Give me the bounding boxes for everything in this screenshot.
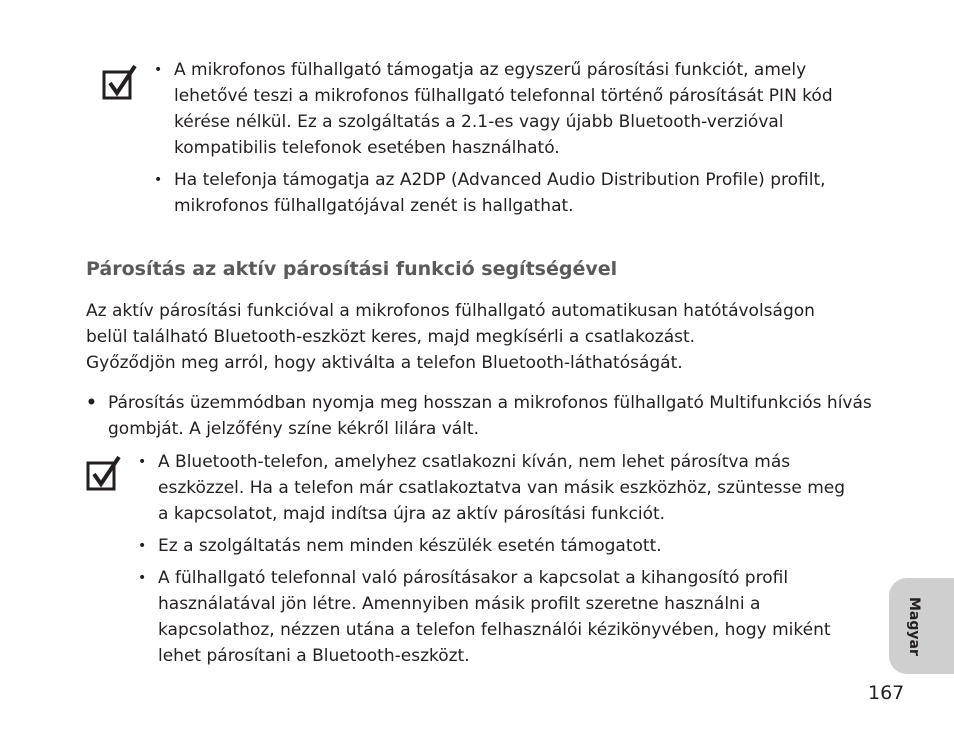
note-item: • Ha telefonja támogatja az A2DP (Advanced Audio Distribution Profile) profilt, mikrofonos fülhallgatójával zenét is hallgathat. bbox=[152, 167, 872, 219]
instruction-bullet bbox=[86, 390, 886, 442]
note-list-2 bbox=[136, 449, 856, 669]
note-block-2 bbox=[136, 449, 856, 675]
page-number: 167 bbox=[868, 682, 905, 704]
paragraph-line: Az aktív párosítási funkcióval a mikrofonos fülhallgató automatikusan hatótávolságon bbox=[86, 301, 815, 321]
section-heading: Párosítás az aktív párosítási funkció segítségével bbox=[86, 258, 618, 280]
note-check-icon bbox=[86, 455, 122, 491]
note-item: • A Bluetooth-telefon, amelyhez csatlakozni kíván, nem lehet párosítva más eszközzel. Ha a telefon már csatlakoztatva van másik eszközhöz, szüntesse meg a kapcsolatot, majd indítsa újra az aktív párosítási funkciót. bbox=[136, 449, 856, 527]
note-item: • A mikrofonos fülhallgató támogatja az egyszerű párosítási funkciót, amely lehetővé teszi a mikrofonos fülhallgató telefonnal történő párosítását PIN kód kérése nélkül. Ez a szolgáltatás a 2.1-es vagy újabb Bluetooth-verzióval kompatibilis telefonok esetében használható. bbox=[152, 57, 872, 161]
bullet-dot: • bbox=[86, 393, 97, 413]
note-check-icon bbox=[102, 64, 138, 100]
note-block-1 bbox=[152, 57, 872, 225]
paragraph-line: Győződjön meg arról, hogy aktiválta a telefon Bluetooth-láthatóságát. bbox=[86, 353, 683, 373]
language-label: Magyar bbox=[906, 596, 922, 656]
note-list-1 bbox=[152, 57, 872, 219]
instruction-text: Párosítás üzemmódban nyomja meg hosszan a mikrofonos fülhallgató Multifunkciós hívás gombját. A jelzőfény színe kékről lilára vált. bbox=[108, 393, 872, 439]
note-item: • A fülhallgató telefonnal való párosításakor a kapcsolat a kihangosító profil használatával jön létre. Amennyiben másik profilt szeretne használni a kapcsolathoz, nézzen utána a telefon felhasználói kézikönyvében, hogy miként lehet párosítani a Bluetooth-eszközt. bbox=[136, 565, 856, 669]
language-tab bbox=[889, 578, 954, 674]
paragraph-line: belül található Bluetooth-eszközt keres, majd megkísérli a csatlakozást. bbox=[86, 327, 696, 347]
note-item: • Ez a szolgáltatás nem minden készülék esetén támogatott. bbox=[136, 533, 856, 559]
section-paragraph bbox=[86, 298, 886, 376]
